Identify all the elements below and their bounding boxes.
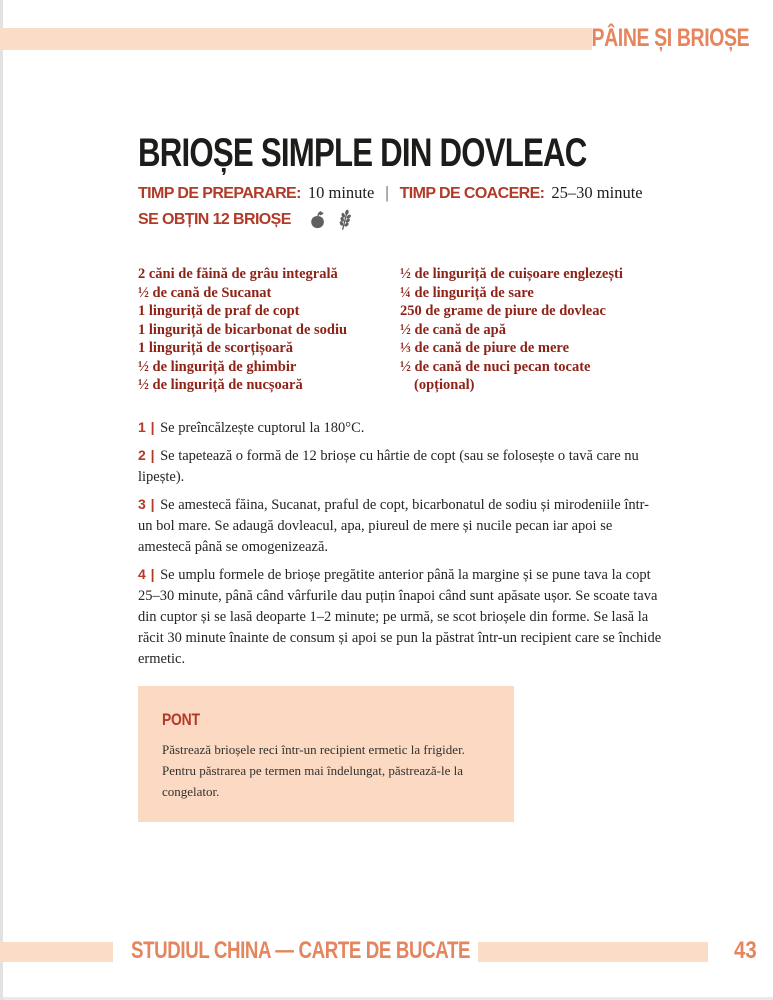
ingredient-item: 1 linguriță de praf de copt bbox=[138, 303, 300, 319]
time-info-row bbox=[138, 183, 663, 203]
recipe-title: BRIOȘE SIMPLE DIN DOVLEAC bbox=[138, 131, 587, 175]
step-number: 3 | bbox=[138, 495, 156, 512]
header-rule bbox=[0, 28, 592, 50]
step-text: Se tapetează o formă de 12 brioșe cu hârtie de copt (sau se folosește o tavă care nu lipește). bbox=[138, 447, 639, 485]
step-number: 4 | bbox=[138, 565, 156, 582]
step-number: 2 | bbox=[138, 446, 156, 463]
book-title: STUDIUL CHINA — CARTE DE BUCATE bbox=[131, 937, 471, 964]
ingredient-item: ½ de linguriță de ghimbir bbox=[138, 358, 297, 375]
bake-time-label: TIMP DE COACERE: bbox=[399, 185, 545, 202]
step-text: Se amestecă făina, Sucanat, praful de copt, bicarbonatul de sodiu și mirodeniile într-un bol mare. Se adaugă dovleacul, apa, piureul de mere și nucile pecan iar apoi se amestecă până se omogenizează. bbox=[138, 496, 650, 555]
apple-icon bbox=[307, 209, 329, 231]
footer-rule-left bbox=[0, 942, 113, 962]
ingredients-section bbox=[138, 265, 663, 395]
yield-row bbox=[138, 208, 663, 232]
instructions-section bbox=[138, 417, 663, 670]
step-number: 1 | bbox=[138, 418, 156, 435]
yield-label: SE OBȚIN 12 BRIOȘE bbox=[138, 211, 291, 228]
section-title: PÂINE ȘI BRIOȘE bbox=[591, 24, 749, 52]
ingredient-list-left bbox=[138, 265, 400, 395]
ingredient-item: ½ de cană de nuci pecan tocate bbox=[400, 358, 591, 375]
step bbox=[138, 417, 663, 439]
ingredient-item: 1 linguriță de bicarbonat de sodiu bbox=[138, 321, 348, 338]
step bbox=[138, 494, 663, 558]
prep-time-label: TIMP DE PREPARARE: bbox=[138, 185, 301, 202]
page-number: 43 bbox=[734, 937, 757, 964]
step bbox=[138, 564, 663, 670]
ingredient-item: ½ de cană de Sucanat bbox=[138, 284, 272, 301]
recipe-content bbox=[138, 130, 663, 822]
ingredient-item: ½ de linguriță de cuișoare englezești bbox=[400, 266, 623, 282]
ingredient-item: ⅓ de cană de piure de mere bbox=[400, 340, 570, 356]
step-text: Se umplu formele de brioșe pregătite anterior până la margine și se pune tava la copt 25–30 minute, până când vârfurile dau puțin înapoi când sunt apăsate ușor. Se scoate tava din cuptor și se lasă deoparte 1–2 minute; pe urmă, se scot brioșele din forme. Se lasă la răcit 30 minute înainte de consum și apoi se pun la păstrat într-un recipient care se închide ermetic. bbox=[138, 566, 662, 667]
footer-rule-right bbox=[478, 942, 708, 962]
bake-time-value: 25–30 minute bbox=[551, 183, 643, 202]
ingredient-item: 2 căni de făină de grâu integrală bbox=[138, 266, 338, 282]
ingredient-item: ½ de cană de apă bbox=[400, 321, 506, 338]
tip-title: PONT bbox=[162, 709, 200, 729]
meta-separator: | bbox=[385, 183, 389, 202]
prep-time-value: 10 minute bbox=[307, 183, 375, 202]
step bbox=[138, 445, 663, 488]
tip-box bbox=[138, 686, 514, 822]
tip-text: Păstrează brioșele reci într-un recipient ermetic la frigider. Pentru păstrarea pe termen mai îndelungat, păstrează-le la congelator. bbox=[162, 741, 465, 799]
ingredient-optional-note: (opțional) bbox=[414, 377, 475, 393]
recipe-category-icons bbox=[307, 208, 355, 232]
ingredient-item: 250 de grame de piure de dovleac bbox=[400, 303, 606, 319]
ingredient-item: ¼ de linguriță de sare bbox=[400, 284, 534, 301]
wheat-icon bbox=[335, 208, 355, 232]
ingredient-list-right bbox=[400, 265, 663, 395]
ingredient-item: 1 linguriță de scorțișoară bbox=[138, 340, 294, 356]
step-text: Se preîncălzește cuptorul la 180°C. bbox=[160, 419, 365, 436]
ingredient-item: ½ de linguriță de nucșoară bbox=[138, 377, 303, 393]
